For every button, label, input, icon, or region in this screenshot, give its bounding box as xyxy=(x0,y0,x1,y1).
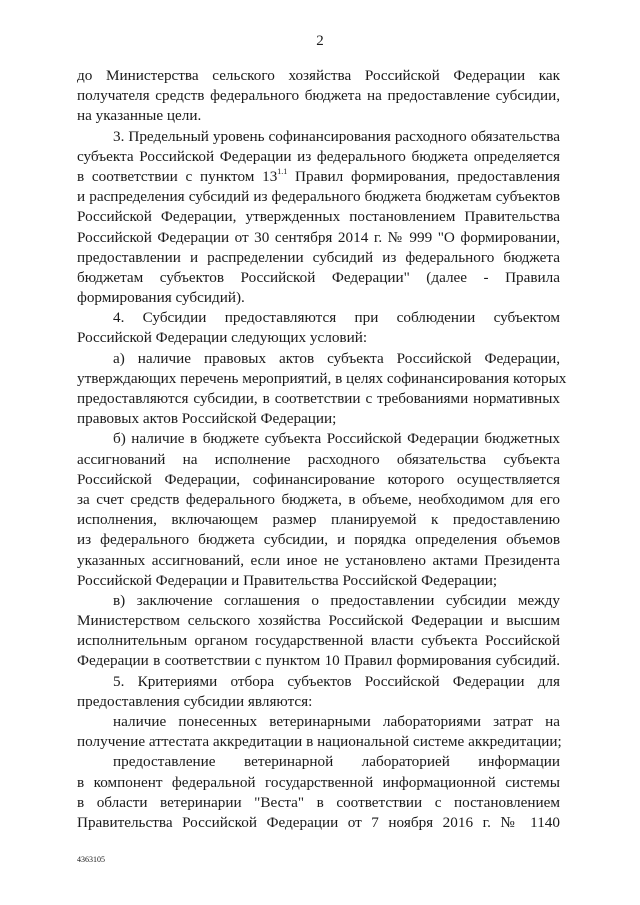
text-line-content: исполнения, включающем размер планируемой к предоставлению xyxy=(77,511,560,529)
text-line xyxy=(77,429,560,449)
text-line xyxy=(77,672,560,692)
text-line xyxy=(77,389,560,409)
text-line xyxy=(77,551,560,571)
text-line-content: за счет средств федерального бюджета, в объеме, необходимом для его xyxy=(77,490,560,508)
text-line-content: в) заключение соглашения о предоставлении субсидии между xyxy=(113,591,560,609)
text-line-content: Российской Федерации следующих условий: xyxy=(77,329,368,347)
text-line-content: б) наличие в бюджете субъекта Российской Федерации бюджетных xyxy=(113,430,560,448)
text-line-content: указанных ассигнований, если иное не установлено актами Президента xyxy=(77,551,560,569)
text-line-content: получателя средств федерального бюджета на предоставление субсидии, xyxy=(77,87,560,105)
text-line xyxy=(77,450,560,470)
text-line xyxy=(77,147,560,167)
text-line-content: в соответствии с пунктом 13 xyxy=(77,167,278,185)
text-line xyxy=(77,127,560,147)
text-line-content: субъекта Российской Федерации из федерального бюджета определяется xyxy=(77,147,560,165)
text-line-content: Российской Федерации, софинансирование которого осуществляется xyxy=(77,470,560,488)
text-line-content: Правительства Российской Федерации от 7 ноября 2016 г. № 1140 xyxy=(77,813,560,831)
text-line-content: Российской Федерации и Правительства Российской Федерации; xyxy=(77,571,498,589)
text-line xyxy=(77,712,560,732)
text-line xyxy=(77,470,560,490)
text-line xyxy=(77,692,560,712)
text-line-content: ассигнований на исполнение расходного обязательства субъекта xyxy=(77,450,560,468)
text-line xyxy=(77,793,560,813)
text-line-content: а) наличие правовых актов субъекта Российской Федерации, xyxy=(113,349,560,367)
text-line xyxy=(77,631,560,651)
text-line-content: 4. Субсидии предоставляются при соблюдении субъектом xyxy=(113,309,560,327)
text-line-content: Министерством сельского хозяйства Российской Федерации и высшим xyxy=(77,612,560,630)
text-line-content: формирования субсидий). xyxy=(77,289,245,307)
text-line-content: утверждающих перечень мероприятий, в целях софинансирования которых xyxy=(77,369,567,387)
footnote-superscript: 1.1 xyxy=(277,166,288,176)
text-line xyxy=(77,228,560,248)
text-line-continuation: Правил формирования, предоставления xyxy=(287,167,560,185)
text-line-content: на указанные цели. xyxy=(77,107,202,125)
text-line-content: правовых актов Российской Федерации; xyxy=(77,410,337,428)
text-line-content: предоставления субсидии являются: xyxy=(77,692,313,710)
text-line xyxy=(77,732,560,752)
text-line-content: Федерации в соответствии с пунктом 10 Правил формирования субсидий. xyxy=(77,652,560,670)
text-line-content: предоставлении и распределении субсидий из федерального бюджета xyxy=(77,248,560,266)
text-line xyxy=(77,530,560,550)
text-line xyxy=(77,773,560,793)
text-line-content: получение аттестата аккредитации в национальной системе аккредитации; xyxy=(77,733,562,751)
text-line xyxy=(77,106,560,126)
text-line xyxy=(77,207,560,227)
text-line-content: предоставляются субсидии, в соответствии с требованиями нормативных xyxy=(77,390,560,407)
text-line xyxy=(77,328,560,348)
text-line xyxy=(77,510,560,530)
text-line xyxy=(77,86,560,106)
text-line-content: и распределения субсидий из федерального бюджета бюджетам субъектов xyxy=(77,188,560,206)
text-line xyxy=(77,268,560,288)
text-line-content: в области ветеринарии "Веста" в соответствии с постановлением xyxy=(77,793,560,811)
text-line-content: 5. Критериями отбора субъектов Российской Федерации для xyxy=(113,672,560,690)
text-line xyxy=(77,591,560,611)
document-code: 4363105 xyxy=(77,855,105,864)
text-line xyxy=(77,288,560,308)
text-line-content: Российской Федерации, утвержденных постановлением Правительства xyxy=(77,208,560,226)
text-line xyxy=(77,651,560,671)
text-line-content: до Министерства сельского хозяйства Российской Федерации как xyxy=(77,67,560,84)
text-line xyxy=(77,349,560,369)
text-line xyxy=(77,369,567,389)
text-line-content: предоставление ветеринарной лабораторией информации xyxy=(113,753,560,771)
text-line xyxy=(77,490,560,510)
text-line-content: наличие понесенных ветеринарными лабораториями затрат на xyxy=(113,713,560,730)
text-line-content: 3. Предельный уровень софинансирования расходного обязательства xyxy=(113,127,560,145)
page-number: 2 xyxy=(316,33,324,49)
text-line xyxy=(77,66,560,86)
text-line xyxy=(77,611,560,631)
text-line-content: в компонент федеральной государственной информационной системы xyxy=(77,773,560,791)
text-line-content: исполнительным органом государственной власти субъекта Российской xyxy=(77,632,560,650)
text-line xyxy=(77,409,560,429)
text-line xyxy=(77,752,560,772)
text-line-content: бюджетам субъектов Российской Федерации" (далее - Правила xyxy=(77,268,560,286)
body-text xyxy=(77,66,567,833)
text-line xyxy=(77,308,560,328)
text-line xyxy=(77,167,560,187)
text-line xyxy=(77,187,560,207)
text-line xyxy=(77,813,560,833)
text-line-content: Российской Федерации от 30 сентября 2014 г. № 999 "О формировании, xyxy=(77,228,560,246)
text-line-content: из федерального бюджета субсидии, и порядка определения объемов xyxy=(77,531,560,549)
text-line xyxy=(77,571,560,591)
text-line xyxy=(77,248,560,268)
